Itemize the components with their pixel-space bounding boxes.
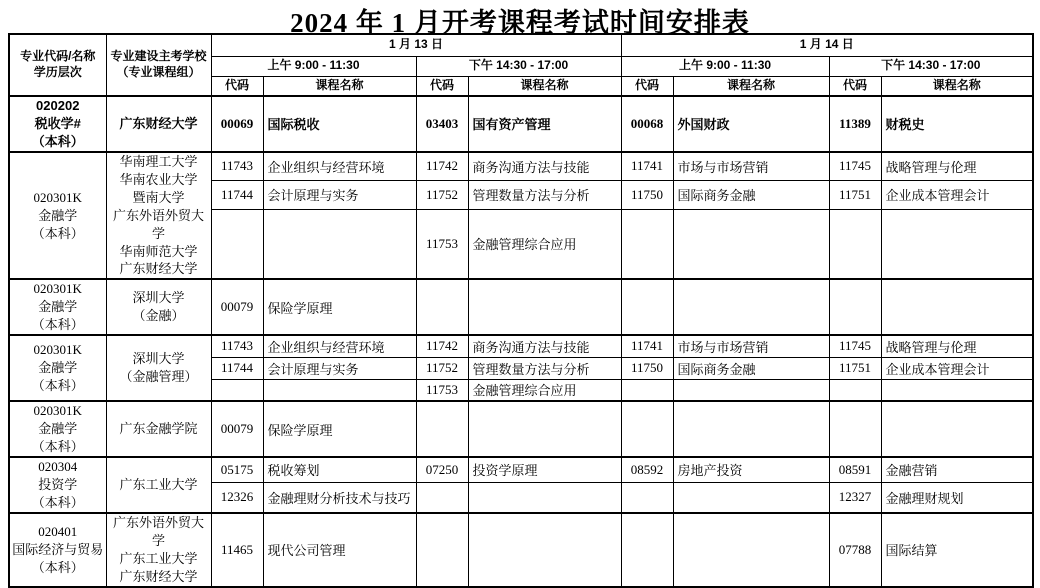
school-line: 广东财经大学 [119,568,198,584]
school-cell [106,335,211,401]
school-line: 华南师范大学 [119,243,198,259]
header-day1-pm: 下午 14:30 - 17:00 [416,56,621,76]
header-school-line: 专业建设主考学校 [110,49,207,64]
exam-code-cell: 07250 [416,457,468,482]
school-line: 广东财经大学 [119,115,198,131]
course-name-cell: 金融管理综合应用 [468,209,621,279]
course-name-cell [673,209,829,279]
major-cell [9,513,106,587]
course-name-cell [673,482,829,513]
course-name-cell: 会计原理与实务 [263,180,416,209]
course-name-cell [263,209,416,279]
course-name-cell: 外国财政 [673,96,829,152]
exam-code-cell [829,379,881,401]
exam-code-cell: 11745 [829,152,881,181]
exam-code-cell: 11751 [829,180,881,209]
header-major-line: 专业代码/名称 [20,49,96,64]
course-name-cell: 企业组织与经营环境 [263,335,416,357]
exam-code-cell: 00068 [621,96,673,152]
header-code-label: 代码 [829,76,881,96]
exam-code-cell: 11389 [829,96,881,152]
exam-schedule-table [8,33,1034,588]
major-cell [9,335,106,401]
header-day1-date: 1 月 13 日 [211,34,621,56]
major-cell [9,401,106,457]
school-line: 暨南大学 [132,189,185,205]
course-name-cell [468,482,621,513]
school-line: 广东外语外贸大学 [112,207,204,241]
school-line: 华南理工大学 [119,153,198,169]
exam-code-cell: 11744 [211,357,263,379]
exam-code-cell: 11743 [211,152,263,181]
major-line: （本科） [31,559,84,575]
exam-code-cell: 11750 [621,180,673,209]
exam-code-cell [829,279,881,335]
exam-code-cell: 11752 [416,357,468,379]
course-name-cell: 税收筹划 [263,457,416,482]
major-line: 020301K [33,342,82,358]
course-name-cell [881,209,1033,279]
course-name-cell [673,401,829,457]
header-major-code [9,34,106,96]
header-code-label: 代码 [621,76,673,96]
course-name-cell: 战略管理与伦理 [881,152,1033,181]
major-line: 金融学 [38,421,78,437]
course-name-cell: 国有资产管理 [468,96,621,152]
course-name-cell: 现代公司管理 [263,513,416,587]
school-line: 广东金融学院 [119,421,198,437]
header-day2-pm: 下午 14:30 - 17:00 [829,56,1033,76]
header-code-label: 代码 [416,76,468,96]
exam-code-cell: 11742 [416,152,468,181]
course-name-cell [468,513,621,587]
exam-code-cell [621,401,673,457]
exam-code-cell: 11752 [416,180,468,209]
exam-code-cell [621,482,673,513]
exam-code-cell: 11753 [416,209,468,279]
major-line: 020202 [36,98,80,113]
header-school [106,34,211,96]
course-name-cell [881,379,1033,401]
course-name-cell: 管理数量方法与分析 [468,180,621,209]
exam-code-cell: 00079 [211,279,263,335]
school-line: 广东外语外贸大学 [112,515,204,548]
exam-code-cell: 11743 [211,335,263,357]
major-line: 020301K [33,403,82,419]
major-line: （本科） [31,133,84,149]
header-school-line: （专业课程组） [116,65,201,79]
exam-code-cell [829,209,881,279]
course-name-cell [468,279,621,335]
school-line: 广东工业大学 [119,477,198,493]
major-line: 020301K [33,189,82,205]
course-name-cell: 金融理财规划 [881,482,1033,513]
school-cell [106,152,211,280]
course-name-cell: 金融理财分析技术与技巧 [263,482,416,513]
course-name-cell: 管理数量方法与分析 [468,357,621,379]
course-name-cell [263,379,416,401]
major-line: （本科） [31,378,84,394]
exam-code-cell: 03403 [416,96,468,152]
table-row [9,279,1033,335]
course-name-cell [468,401,621,457]
major-line: 020304 [38,459,78,475]
table-row [9,457,1033,482]
exam-code-cell: 00069 [211,96,263,152]
major-line: （本科） [31,225,84,241]
exam-code-cell: 11751 [829,357,881,379]
school-cell [106,401,211,457]
course-name-cell: 保险学原理 [263,401,416,457]
major-line: （本科） [31,439,84,455]
exam-code-cell: 12327 [829,482,881,513]
major-line: 金融学 [38,299,78,315]
major-cell [9,152,106,280]
major-line: （本科） [31,494,84,510]
exam-code-cell: 11742 [416,335,468,357]
header-day2-date: 1 月 14 日 [621,34,1033,56]
school-line: 广东财经大学 [119,261,198,277]
header-row-dates [9,34,1033,56]
school-line: （金融管理） [119,369,198,385]
exam-code-cell [621,209,673,279]
major-cell [9,279,106,335]
course-name-cell [673,379,829,401]
exam-code-cell [621,513,673,587]
exam-code-cell [621,279,673,335]
course-name-cell [673,279,829,335]
exam-code-cell: 11741 [621,152,673,181]
table-row [9,335,1033,357]
course-name-cell: 房地产投资 [673,457,829,482]
course-name-cell: 金融管理综合应用 [468,379,621,401]
exam-code-cell: 11745 [829,335,881,357]
course-name-cell: 金融营销 [881,457,1033,482]
exam-code-cell: 11750 [621,357,673,379]
major-line: 金融学 [38,207,78,223]
school-line: 广东工业大学 [119,550,198,566]
course-name-cell: 国际商务金融 [673,180,829,209]
school-cell [106,279,211,335]
header-day2-am: 上午 9:00 - 11:30 [621,56,829,76]
exam-code-cell [211,379,263,401]
course-name-cell: 投资学原理 [468,457,621,482]
exam-code-cell: 08592 [621,457,673,482]
table-header [9,34,1033,96]
course-name-cell: 国际结算 [881,513,1033,587]
course-name-cell: 市场与市场营销 [673,335,829,357]
major-line: 税收学# [34,115,81,131]
exam-code-cell: 05175 [211,457,263,482]
course-name-cell [673,513,829,587]
major-cell [9,96,106,152]
exam-code-cell [416,279,468,335]
major-cell [9,457,106,513]
table-body [9,96,1033,587]
course-name-cell: 企业组织与经营环境 [263,152,416,181]
course-name-cell: 企业成本管理会计 [881,357,1033,379]
exam-code-cell [416,401,468,457]
exam-code-cell [416,482,468,513]
header-major-line: 学历层次 [33,65,82,79]
major-line: 金融学 [38,360,78,376]
header-course-label: 课程名称 [881,76,1033,96]
table-row [9,96,1033,152]
course-name-cell: 财税史 [881,96,1033,152]
exam-code-cell: 11465 [211,513,263,587]
exam-code-cell: 11753 [416,379,468,401]
major-line: 020301K [33,281,82,297]
course-name-cell: 国际税收 [263,96,416,152]
school-line: 深圳大学 [132,290,185,306]
major-line: 020401 [38,523,78,539]
course-name-cell: 保险学原理 [263,279,416,335]
course-name-cell: 战略管理与伦理 [881,335,1033,357]
table-row [9,152,1033,181]
major-line: 国际经济与贸易 [12,541,104,557]
header-code-label: 代码 [211,76,263,96]
school-cell [106,457,211,513]
course-name-cell [881,401,1033,457]
exam-code-cell [211,209,263,279]
course-name-cell: 市场与市场营销 [673,152,829,181]
course-name-cell: 国际商务金融 [673,357,829,379]
exam-code-cell: 12326 [211,482,263,513]
major-line: （本科） [31,317,84,333]
school-cell [106,513,211,587]
school-cell [106,96,211,152]
school-line: （金融） [132,308,185,324]
table-row [9,513,1033,587]
header-day1-am: 上午 9:00 - 11:30 [211,56,416,76]
header-course-label: 课程名称 [468,76,621,96]
exam-code-cell: 11741 [621,335,673,357]
exam-code-cell [621,379,673,401]
page-title: 2024 年 1 月开考课程考试时间安排表 [290,8,750,38]
school-line: 华南农业大学 [119,171,198,187]
course-name-cell [881,279,1033,335]
school-line: 深圳大学 [132,351,185,367]
exam-code-cell: 11744 [211,180,263,209]
exam-code-cell: 00079 [211,401,263,457]
exam-code-cell: 08591 [829,457,881,482]
course-name-cell: 商务沟通方法与技能 [468,335,621,357]
course-name-cell: 企业成本管理会计 [881,180,1033,209]
course-name-cell: 会计原理与实务 [263,357,416,379]
course-name-cell: 商务沟通方法与技能 [468,152,621,181]
major-line: 投资学 [38,477,78,493]
header-course-label: 课程名称 [673,76,829,96]
exam-code-cell [829,401,881,457]
header-course-label: 课程名称 [263,76,416,96]
exam-code-cell: 07788 [829,513,881,587]
table-row [9,401,1033,457]
exam-code-cell [416,513,468,587]
